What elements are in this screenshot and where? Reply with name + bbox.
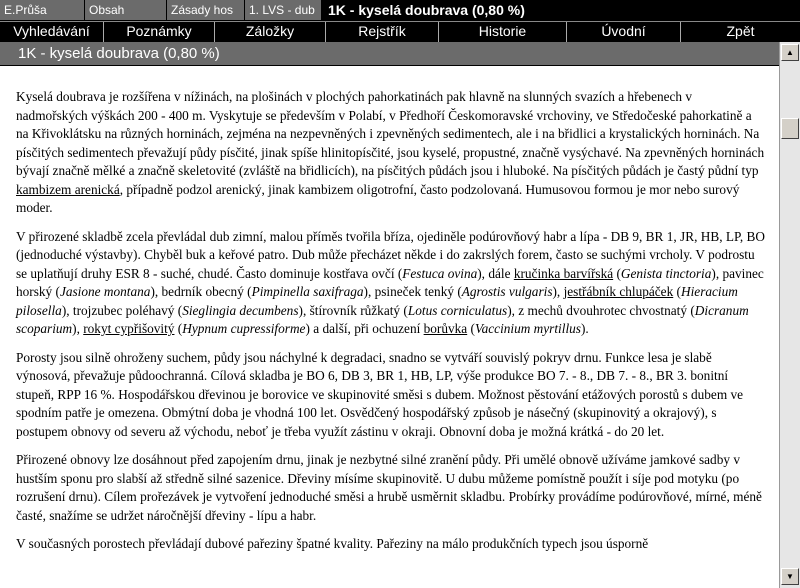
- text-run: , případně podzol arenický, jinak kambizem oligotrofní, často podzolovaná. Humusovou formou je mor nebo surový moder.: [16, 181, 740, 215]
- latin-name: Vaccinium myrtillus: [474, 321, 581, 336]
- menu-uvodni[interactable]: Úvodní: [567, 22, 681, 42]
- arrow-down-icon[interactable]: ▼: [781, 568, 799, 585]
- main-menu: [0, 21, 800, 42]
- tab-e-prusa[interactable]: E.Průša: [0, 0, 85, 20]
- text-run: ).: [580, 321, 589, 336]
- glossary-link[interactable]: kručinka barvířská: [513, 265, 614, 281]
- menu-poznamky[interactable]: Poznámky: [104, 22, 215, 42]
- latin-name: Agrostis vulgaris: [461, 284, 553, 299]
- menu-vyhledavani[interactable]: Vyhledávání: [0, 22, 104, 42]
- glossary-link[interactable]: kambizem arenická: [16, 181, 120, 197]
- menu-historie[interactable]: Historie: [439, 22, 567, 42]
- text-run: Porosty jsou silně ohroženy suchem, půdy jsou náchylné k degradaci, snadno se vytváří souvislý pokryv drnu. Funkce lesa je slabě výnosová, převažuje půdoochranná. Cílová skladba je BO 6, DB 3, BR 1, HB, LP, výše produkce BO 7. - 8., DB 7. - 8., BR 3. bonitní stupeň, RPP 16 %. Hospodářskou dřevinou je borovice ve skupinovité směsi s dubem. Možnost pěstování etážových porostů s dubem ve spodním patře je omezena. Obmýtní doba je vhodná 100 let. Osvědčený hospodářský způsob je násečný (skupinovitý a okrajový), s postupem obnovy od severu až východu, neboť je třeba využít zástinu v okraji. Obnovní doba je možná krátká - do 20 let.: [16, 349, 744, 439]
- text-run: Přirozené obnovy lze dosáhnout před zapojením drnu, jinak je nezbytné silné zranění půdy. Při umělé obnově užíváme jamkové sadby v hustším sponu pro slabší až středně silné sazenice. Dřeviny mísíme skupinovitě. U dubu můžeme pomístně použít i síje pod motyku (po rozrušení drnu). Cílem prořezávek je vytvoření jednoduché směsi a hrubě usměrnit skladbu. Probírky provádíme podúrovňové, mírné, méně časté, snažíme se udržet náročnější dřeviny - lípu a habr.: [16, 452, 762, 523]
- glossary-link[interactable]: borůvka: [423, 321, 468, 336]
- text-run: ), trojzubec poléhavý (: [61, 302, 183, 318]
- latin-name: Jasione montana: [59, 284, 151, 299]
- scrollbar-thumb[interactable]: [781, 118, 799, 139]
- latin-name: Hieracium pilosella: [16, 284, 738, 318]
- glossary-link[interactable]: rokyt cypřišovitý: [83, 321, 175, 336]
- text-run: ), bedrník obecný (: [150, 284, 252, 299]
- paragraph: [0, 228, 779, 339]
- menu-zpet[interactable]: Zpět: [726, 23, 755, 39]
- glossary-link[interactable]: jestřábník chlupáček: [563, 284, 674, 299]
- text-run: ),: [552, 284, 564, 299]
- page-title: 1K - kyselá doubrava (0,80 %): [0, 42, 779, 66]
- menu-zalozky[interactable]: Záložky: [215, 22, 326, 42]
- paragraph: [0, 88, 779, 218]
- tab-bar: [0, 0, 800, 21]
- latin-name: Sieglingia decumbens: [182, 302, 299, 318]
- latin-name: Dicranum scoparium: [16, 302, 749, 336]
- latin-name: Festuca ovina: [402, 265, 478, 281]
- vertical-scrollbar[interactable]: [779, 42, 800, 588]
- menu-rejstrik[interactable]: Rejstřík: [326, 22, 439, 42]
- text-run: ), pavinec horský (: [16, 265, 764, 299]
- paragraph: [0, 451, 779, 525]
- latin-name: Lotus corniculatus: [407, 302, 508, 318]
- text-run: (: [467, 321, 475, 336]
- text-run: ), dále: [477, 265, 514, 281]
- latin-name: Pimpinella saxifraga: [251, 284, 364, 299]
- text-run: ) a další, při ochuzení: [305, 321, 424, 336]
- paragraph: [0, 349, 779, 442]
- text-run: Kyselá doubrava je rozšířena v nížinách, na plošinách v plochých pahorkatinách pak hlavně na slunných svazích a hřebenech v nadmořských výškách 200 - 400 m. Vyskytuje se především v Polabí, v Předhoří Českomoravské vrchoviny, ve Středočeské pahorkatině a na Křivoklátsku na různých horninách, zejména na nezpevněných i zpevněných sedimentech, ale i na břidlici a krystalických horninách. Na písčitých sedimentech převažují půdy písčité, jinak spíše hlinitopísčité, jsou kyselé, propustné, značně vysýchavé. Na zpevněných horninách bývají značně mělké a značně skeletovité (zvláště na břidlicích), na písčitých půdách jsou i hluboké. Na písčitých půdách je častý půdní typ: [16, 89, 765, 178]
- tab-lvs-dub[interactable]: 1. LVS - dub: [245, 0, 322, 20]
- text-run: ), z mechů dvouhrotec chvostnatý (: [507, 302, 695, 318]
- text-run: ), psineček tenký (: [363, 284, 462, 299]
- text-run: ), štírovník růžkatý (: [298, 302, 408, 318]
- article-content: [0, 66, 779, 588]
- text-run: (: [174, 321, 183, 336]
- text-run: (: [673, 284, 681, 299]
- paragraph: [0, 535, 779, 554]
- latin-name: Genista tinctoria: [620, 265, 712, 281]
- text-run: V přirozené skladbě zcela převládal dub zimní, malou příměs tvořila bříza, ojediněle podúrovňový habr a lípa - DB 9, BR 1, JR, HB, LP, BO (jednoduché výstavby). Chyběl buk a keřové patro. Dub může přecházet někde i do zakrslých forem, často se suchými vrcholy. V podrostu se uplatňují druhy ESR 8 - suché, chudé. Často dominuje kostřava ovčí (: [16, 228, 766, 281]
- text-run: V současných porostech převládají dubové pařeziny špatné kvality. Pařeziny na málo produkčních typech jsou úsporně: [16, 536, 649, 551]
- tab-obsah[interactable]: Obsah: [85, 0, 167, 20]
- tab-zasady[interactable]: Zásady hos: [167, 0, 245, 20]
- latin-name: Hypnum cupressiforme: [182, 321, 306, 336]
- arrow-up-icon[interactable]: ▲: [781, 44, 799, 61]
- text-run: ),: [72, 321, 84, 336]
- tab-kysela-doubrava[interactable]: 1K - kyselá doubrava (0,80 %): [322, 0, 800, 20]
- text-run: (: [613, 265, 621, 281]
